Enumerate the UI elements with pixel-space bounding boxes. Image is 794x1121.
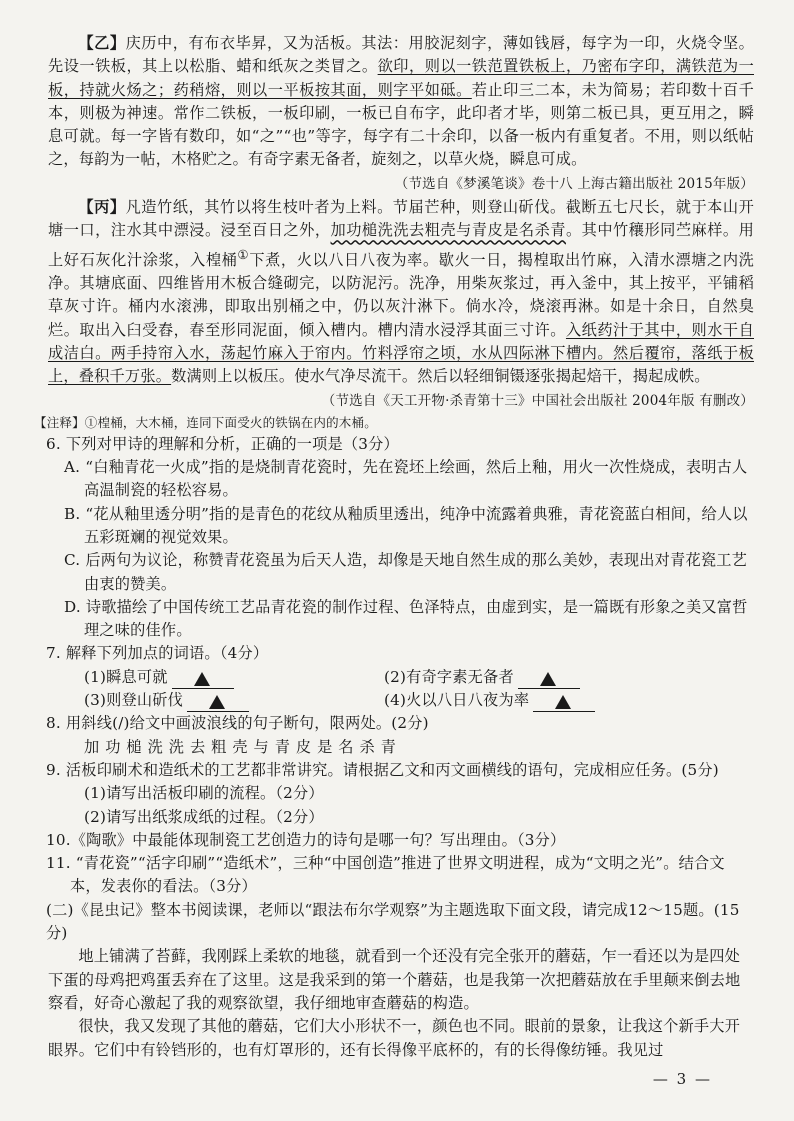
question-7-item (84, 666, 384, 689)
question-11: 11. “青花瓷”“活字印刷”“造纸术”，三种“中国创造”推进了世界文明进程，成为“文明之光”。结合文本，发表你的看法。（3分） (46, 854, 725, 896)
passage-text: 庆历中，有布衣毕昇，又为活板。其法：用胶泥刻字，薄如钱唇，每字为一印，火烧令坚。先设一铁板，其上以松脂、蜡和纸灰之类冒之。 (48, 34, 755, 76)
option-d: D. 诗歌描绘了中国传统工艺品青花瓷的制作过程、色泽特点，由虚到实，是一篇既有形象之美又富哲理之味的佳作。 (64, 597, 748, 640)
reading-paragraph: 地上铺满了苔藓，我刚踩上柔软的地毯，就看到一个还没有完全张开的蘑菇，乍一看还以为是四处下蛋的母鸡把鸡蛋丢弃在了这里。这是我采到的第一个蘑菇，也是我第一次把蘑菇放在手里颠来倒去地察看，好奇心激起了我的观察欲望，我仔细地审查蘑菇的构造。 (48, 947, 741, 1012)
answer-blank[interactable] (533, 693, 595, 712)
question-7-item (384, 689, 684, 712)
item-text: (1)瞬息可就 (84, 667, 168, 686)
option-b: B. “花从釉里透分明”指的是青色的花纹从釉质里透出，纯净中流露着典雅，青花瓷蓝白相间，给人以五彩斑斓的视觉效果。 (64, 504, 748, 546)
passage-label: 【丙】 (78, 198, 126, 217)
question-9-sub: (1)请写出活板印刷的流程。（2分） (84, 784, 324, 803)
question-9-stem: 9. 活板印刷术和造纸术的工艺都非常讲究。请根据乙文和丙文画横线的语句，完成相应任务。(5分) (46, 760, 719, 779)
question-10: 10.《陶歌》中最能体现制瓷工艺创造力的诗句是哪一句？写出理由。（3分） (46, 830, 566, 849)
passage-yi (48, 32, 754, 172)
passage-bing (48, 196, 754, 388)
option-a: A. “白釉青花一火成”指的是烧制青花瓷时，先在瓷坯上绘画，然后上釉，用火一次性烧成，表明古人高温制瓷的轻松容易。 (64, 458, 748, 500)
answer-blank[interactable] (518, 670, 580, 689)
question-7-row (48, 689, 754, 712)
footnote-marker: ① (237, 246, 250, 262)
triangle-icon (555, 695, 571, 709)
underlined-sentence: 入纸药汁于其中，则水干自成洁白。两手持帘入水，荡起竹麻入于帘内。竹料浮帘之顷，水从四际淋下槽内。然后覆帘，落纸于板上，叠积千万张。 (48, 320, 754, 386)
source-citation: （节选自《梦溪笔谈》卷十八 上海古籍出版社 2015年版） (394, 175, 754, 192)
passage-text: 数满则上以板压。使水气净尽流干。然后以轻细铜镊逐张揭起焙干，揭起成帙。 (171, 367, 710, 386)
passage-text: 。其中竹穰形同苎麻样。用上好石灰化汁涂浆，入楻桶 (48, 221, 755, 269)
reading-paragraph: 很快，我又发现了其他的蘑菇，它们大小形状不一，颜色也不同。眼前的景象，让我这个新手大开眼界。它们中有铃铛形的，也有灯罩形的，还有长得像平底杯的，有的长得像纺锤。我见过 (48, 1017, 741, 1059)
underlined-sentence: 欲印，则以一铁范置铁板上，乃密布字印，满铁范为一板，持就火炀之；药稍熔，则以一平板按其面，则字平如砥。 (48, 57, 754, 99)
item-text: (4)火以八日八夜为率 (384, 691, 530, 710)
option-c: C. 后两句为议论，称赞青花瓷虽为后天人造，却像是天地自然生成的那么美妙，表现出对青花瓷工艺由衷的赞美。 (64, 551, 747, 593)
question-6-stem: 6. 下列对甲诗的理解和分析，正确的一项是（3分） (46, 434, 399, 453)
passage-text: 凡造竹纸，其竹以将生枝叶者为上料。节届芒种，则登山斫伐。截断五七尺长，就于本山开塘一口，注水其中漂浸。浸至百日之外， (48, 198, 755, 240)
passage-text: 下煮，火以八日八夜为率。歇火一日，揭楻取出竹麻，入清水漂塘之内洗净。其塘底面、四维皆用木板合缝砌完，以防泥污。洗净，用柴灰浆过，再入釜中，其上按平，平铺稻草灰寸许。桶内水滚沸，即取出别桶之中，仍以灰汁淋下。倘水冷，烧滚再淋。如是十余日，自然臭烂。取出入臼受舂，春至形同泥面，倾入槽内。槽内清水浸浮其面三寸许。 (48, 250, 755, 339)
passage-text: 若止印三二本，未为简易；若印数十百千本，则极为神速。常作二铁板，一板印刷，一板已自布字，此印者才毕，则第二板已具，更互用之，瞬息可就。每一字皆有数印，如“之”“也”等字，每字有二十余印，以备一板内有重复者。不用，则以纸帖之，每韵为一帖，木格贮之。有奇字素无备者，旋刻之，以草火烧，瞬息可成。 (48, 80, 754, 169)
question-8-sentence[interactable]: 加功槌洗洗去粗壳与青皮是名杀青 (84, 737, 402, 756)
question-7-item (384, 666, 684, 689)
question-8-stem: 8. 用斜线(/)给文中画波浪线的句子断句，限两处。(2分) (46, 714, 429, 733)
page-number: — 3 — (652, 1069, 712, 1088)
triangle-icon (209, 695, 225, 709)
passage-label: 【乙】 (78, 34, 126, 52)
question-7-item (84, 689, 384, 712)
section-two-heading: (二)《昆虫记》整本书阅读课，老师以“跟法布尔学观察”为主题选取下面文段，请完成12～15题。(15分) (46, 900, 740, 943)
triangle-icon (194, 672, 210, 686)
item-text: (3)则登山斫伐 (84, 691, 184, 710)
source-citation: （节选自《天工开物·杀青第十三》中国社会出版社 2004年版 有删改） (321, 392, 754, 409)
triangle-icon (540, 672, 556, 686)
item-text: (2)有奇字素无备者 (384, 667, 514, 686)
question-9-sub: (2)请写出纸浆成纸的过程。（2分） (84, 807, 324, 826)
wavy-sentence: 加功槌洗洗去粗壳与青皮是名杀青 (330, 221, 566, 240)
annotation-note: 【注释】①楻桶，大木桶，连同下面受火的铁锅在内的木桶。 (34, 414, 377, 430)
question-7-row (48, 666, 754, 689)
answer-blank[interactable] (172, 670, 234, 689)
question-7-stem: 7. 解释下列加点的词语。（4分） (46, 644, 269, 663)
answer-blank[interactable] (187, 693, 249, 712)
